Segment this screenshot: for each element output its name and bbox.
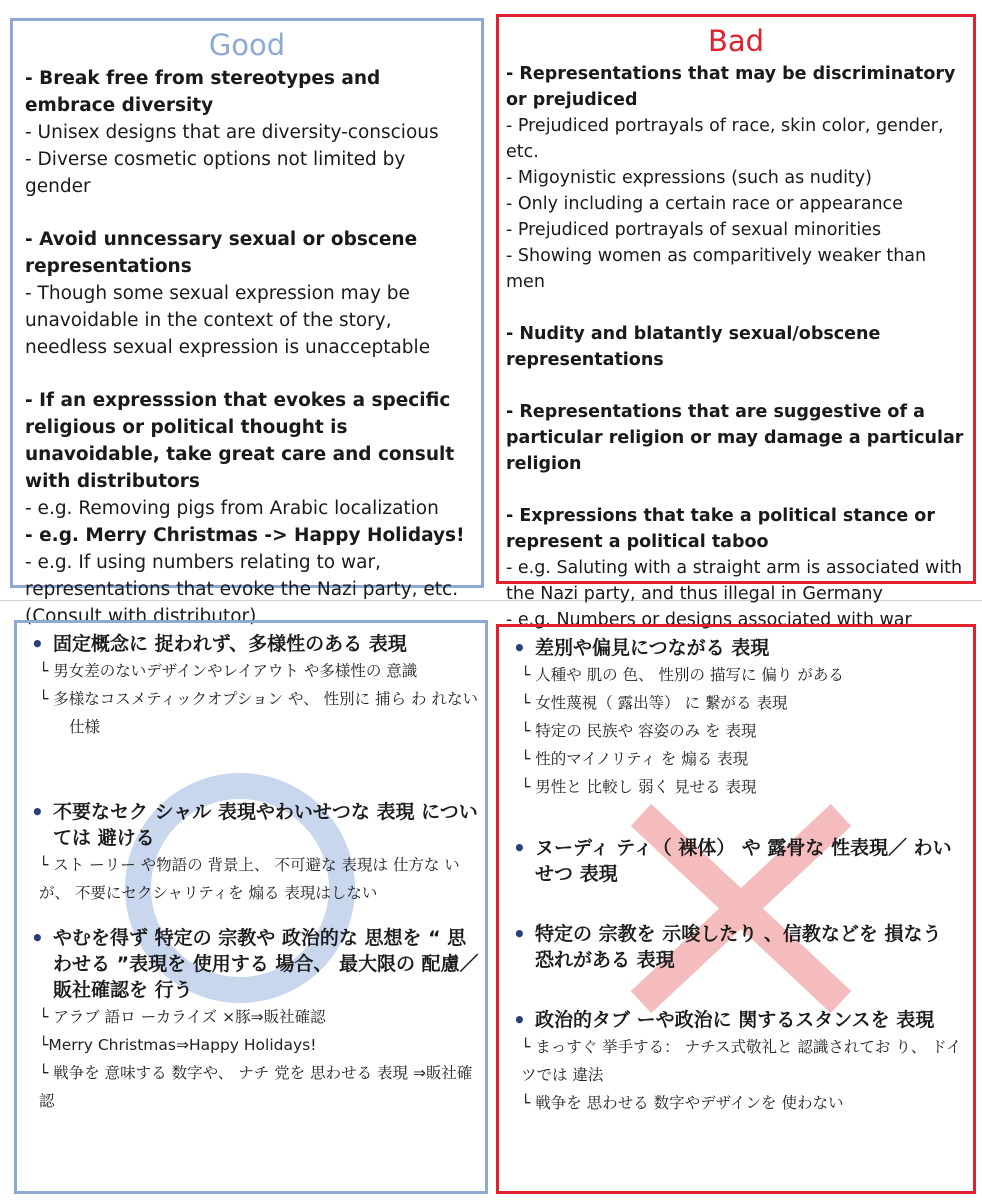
sub-item: └ アラブ 語ロ ーカライズ ×豚⇒販社確認 <box>39 1008 326 1026</box>
good-panel-japanese <box>14 620 488 1194</box>
bullet-dot-icon: • <box>513 1008 526 1032</box>
bullet-heading: - If an expresssion that evokes a specific religious or political thought is unavoidable, take great care and consult with distributors <box>25 390 455 492</box>
bullet-item: - e.g. If using numbers relating to war, representations that evoke the Nazi party, etc. (Consult with distributor) <box>25 552 459 627</box>
bullet-heading: - Nudity and blatantly sexual/obscene representations <box>506 324 881 370</box>
sub-item: └ 女性蔑視（ 露出等） に 繋がる 表現 <box>521 694 788 712</box>
bullet-item: - e.g. Removing pigs from Arabic localization <box>25 498 439 519</box>
bad-panel-japanese <box>496 624 976 1194</box>
bullet-heading: - Representations that are suggestive of a particular religion or may damage a particular religion <box>506 402 964 474</box>
spacer <box>25 200 475 226</box>
bullet-item: - Showing women as comparitively weaker than men <box>506 246 927 292</box>
section-heading-text: 政治的タブ ーや政治に 関するスタンスを 表現 <box>535 1009 935 1031</box>
bullet-item: - Unisex designs that are diversity-conscious <box>25 122 439 143</box>
section-heading <box>509 835 967 887</box>
section-heading-text: ヌーディ ティ（ 裸体） や 露骨な 性表現／ わいせつ 表現 <box>535 837 952 885</box>
spacer <box>25 361 475 387</box>
section-heading-text: 差別や偏見につながる 表現 <box>535 637 770 659</box>
bullet-dot-icon: • <box>31 800 44 824</box>
section-heading-text: 固定概念に 捉われず、多様性のある 表現 <box>53 633 407 655</box>
bullet-item: - Prejudiced portrayals of race, skin color, gender, etc. <box>506 116 944 162</box>
bad-list-japanese <box>499 627 973 1117</box>
spacer <box>506 477 967 503</box>
sub-item: └ 性的マイノリティ を 煽る 表現 <box>521 750 749 768</box>
bullet-dot-icon: • <box>31 926 44 950</box>
section-heading-text: 不要なセク シャル 表現やわいせつな 表現 については 避ける <box>53 801 478 849</box>
sub-item: └ 特定の 民族や 容姿のみ を 表現 <box>521 722 757 740</box>
bullet-item: - Only including a certain race or appearance <box>506 194 903 214</box>
section-heading-text: 特定の 宗教を 示唆したり 、信教などを 損なう 恐れがある 表現 <box>535 923 942 971</box>
section-heading <box>509 921 967 973</box>
bullet-heading: - Break free from stereotypes and embrace diversity <box>25 68 381 116</box>
sub-item: 仕様 <box>69 718 101 736</box>
bullet-dot-icon: • <box>513 636 526 660</box>
bad-panel-english <box>496 14 976 630</box>
sub-item: └ 戦争を 思わせる 数字やデザインを 使わない <box>521 1094 844 1112</box>
bullet-heading: - Avoid unncessary sexual or obscene representations <box>25 229 418 277</box>
bullet-heading: - e.g. Merry Christmas -> Happy Holidays! <box>25 525 465 546</box>
good-list-japanese <box>17 623 485 1115</box>
sub-item: └ 多様なコスメティックオプション や、 性別に 捕ら わ れない <box>39 690 478 708</box>
sub-item: └ 男性と 比較し 弱く 見せる 表現 <box>521 778 757 796</box>
bullet-item: - Though some sexual expression may be unavoidable in the context of the story, needless sexual expression is unacceptable <box>25 283 431 358</box>
sub-item: └ 人種や 肌の 色、 性別の 描写に 偏り がある <box>521 666 844 684</box>
sub-item: └Merry Christmas⇒Happy Holidays! <box>39 1036 317 1054</box>
bullet-item: - e.g. Saluting with a straight arm is associated with the Nazi party, and thus illegal in Germany <box>506 558 963 604</box>
section-heading-text: やむを得ず 特定の 宗教や 政治的な 思想を “ 思わせる ”表現を 使用する 場合、 最大限の 配慮／販社確認を 行う <box>53 927 479 1001</box>
bad-title: Bad <box>707 24 765 58</box>
bullet-dot-icon: • <box>513 836 526 860</box>
bad-list-english <box>499 59 973 633</box>
bullet-item: - Prejudiced portrayals of sexual minorities <box>506 220 882 240</box>
section-heading <box>509 1007 967 1033</box>
bullet-heading: - Expressions that take a political stance or represent a political taboo <box>506 506 935 552</box>
spacer <box>506 373 967 399</box>
good-panel-english <box>10 18 484 627</box>
section-heading <box>509 635 967 661</box>
section-heading <box>27 631 479 657</box>
section-heading <box>27 925 479 1003</box>
spacer <box>506 295 967 321</box>
bullet-dot-icon: • <box>31 632 44 656</box>
bullet-item: - Migoynistic expressions (such as nudity) <box>506 168 872 188</box>
sub-item: └ まっすぐ 挙手する： ナチス式敬礼と 認識されてお り、 ドイツでは 違法 <box>521 1038 962 1084</box>
sub-item: └ 男女差のないデザインやレイアウト や多様性の 意識 <box>39 662 418 680</box>
bullet-dot-icon: • <box>513 922 526 946</box>
section-heading <box>27 799 479 851</box>
sub-item: └ 戦争を 意味する 数字や、 ナチ 党を 思わせる 表現 ⇒販社確認 <box>39 1064 473 1110</box>
sub-item: └ スト ーリー や物語の 背景上、 不可避な 表現は 仕方な いが、 不要にセクシャリティを 煽る 表現はしない <box>39 856 460 902</box>
good-title: Good <box>208 28 286 62</box>
bullet-item: - Diverse cosmetic options not limited by gender <box>25 149 406 197</box>
bullet-item: - e.g. Numbers or designs associated with war <box>506 610 912 630</box>
good-list-english <box>13 63 481 630</box>
bullet-heading: - Representations that may be discriminatory or prejudiced <box>506 64 956 110</box>
